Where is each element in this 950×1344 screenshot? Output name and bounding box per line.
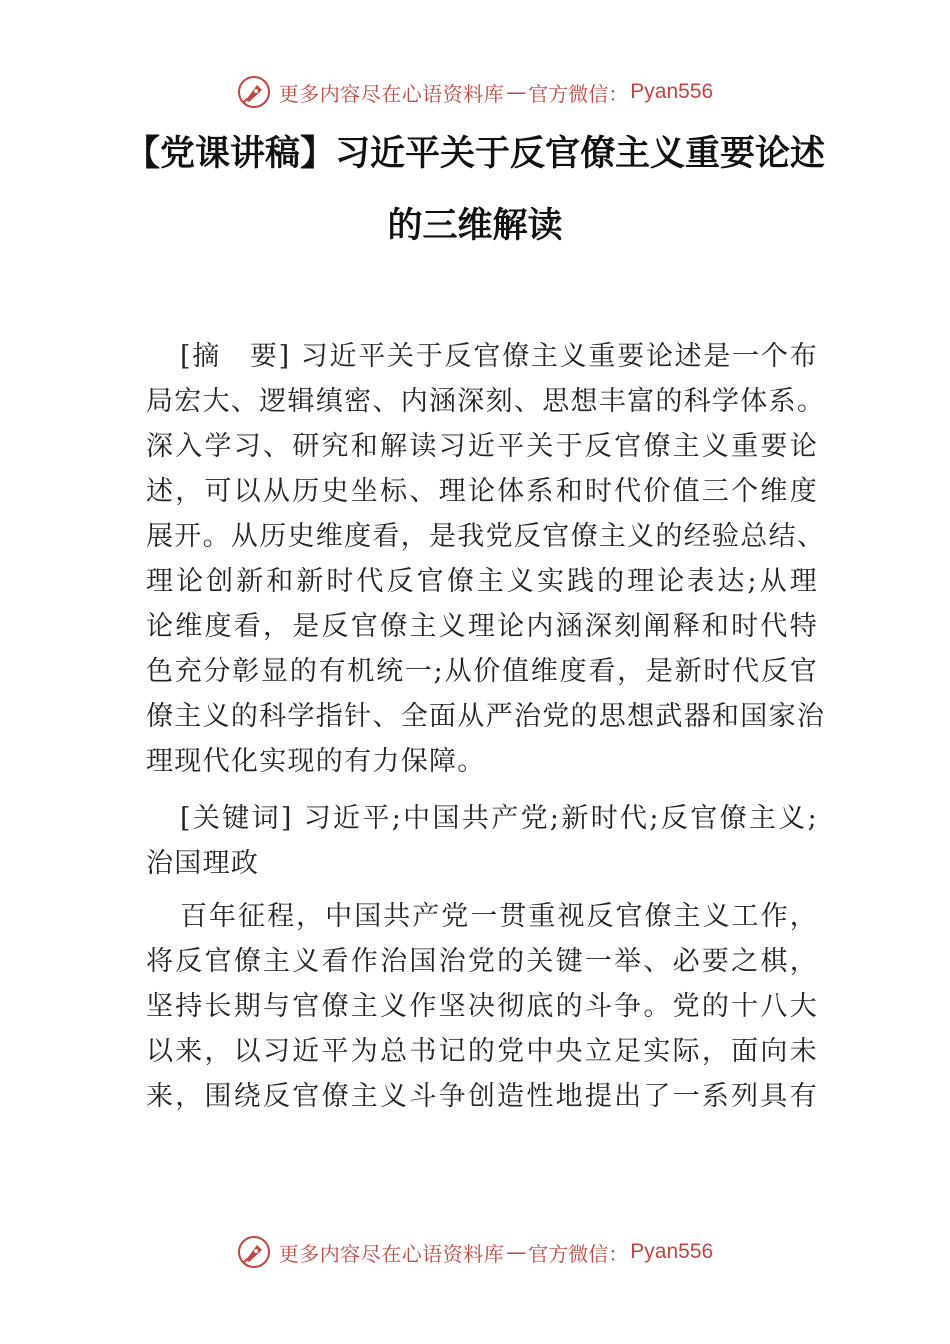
keywords-line: [关键词] 习近平;中国共产党;新时代;反官僚主义; <box>180 803 818 834</box>
banner-source-text: 更多内容尽在心语资料库 <box>278 81 505 106</box>
paragraph-line: 来，围绕反官僚主义斗争创造性地提出了一系列具有 <box>146 1081 818 1112</box>
abstract-line: 述，可以从历史坐标、理论体系和时代价值三个维度 <box>146 476 818 507</box>
banner-wechat-id: Pyan556 <box>630 1240 714 1263</box>
abstract-line: 论维度看，是反官僚主义理论内涵深刻阐释和时代特 <box>146 611 818 642</box>
keywords-line: 治国理政 <box>146 848 260 879</box>
paragraph-line: 坚持长期与官僚主义作坚决彻底的斗争。党的十八大 <box>146 991 818 1022</box>
banner-dash: — <box>506 1240 527 1264</box>
abstract-line: 展开。从历史维度看，是我党反官僚主义的经验总结、 <box>146 521 826 552</box>
banner-dash: — <box>506 80 527 104</box>
pen-nib-logo-icon <box>237 1235 271 1269</box>
body-paragraph <box>146 894 818 1119</box>
banner-wechat-label: 官方微信： <box>528 81 629 106</box>
banner-wechat-label: 官方微信： <box>528 1241 629 1266</box>
paragraph-line: 以来，以习近平为总书记的党中央立足实际，面向未 <box>146 1036 818 1067</box>
abstract-line: [摘 要] 习近平关于反官僚主义重要论述是一个布 <box>180 341 818 372</box>
pen-nib-logo-icon <box>237 75 271 109</box>
keywords-section <box>146 796 818 886</box>
paragraph-line: 百年征程，中国共产党一贯重视反官僚主义工作， <box>180 901 818 932</box>
document-title-line-2: 的三维解读 <box>387 205 563 246</box>
abstract-line: 理现代化实现的有力保障。 <box>146 746 486 777</box>
document-title-line-1: 【党课讲稿】习近平关于反官僚主义重要论述 <box>124 133 825 174</box>
abstract-line: 局宏大、逻辑缜密、内涵深刻、思想丰富的科学体系。 <box>146 386 826 417</box>
banner-wechat-id: Pyan556 <box>630 80 714 103</box>
banner-source-text: 更多内容尽在心语资料库 <box>278 1241 505 1266</box>
abstract-line: 理论创新和新时代反官僚主义实践的理论表达;从理 <box>146 566 818 597</box>
footer-watermark-banner <box>0 1232 950 1272</box>
abstract-line: 色充分彰显的有机统一;从价值维度看，是新时代反官 <box>146 656 818 687</box>
abstract-section <box>146 334 826 784</box>
header-watermark-banner <box>0 72 950 112</box>
abstract-line: 僚主义的科学指针、全面从严治党的思想武器和国家治 <box>146 701 826 732</box>
paragraph-line: 将反官僚主义看作治国治党的关键一举、必要之棋， <box>146 946 818 977</box>
abstract-line: 深入学习、研究和解读习近平关于反官僚主义重要论 <box>146 431 818 462</box>
